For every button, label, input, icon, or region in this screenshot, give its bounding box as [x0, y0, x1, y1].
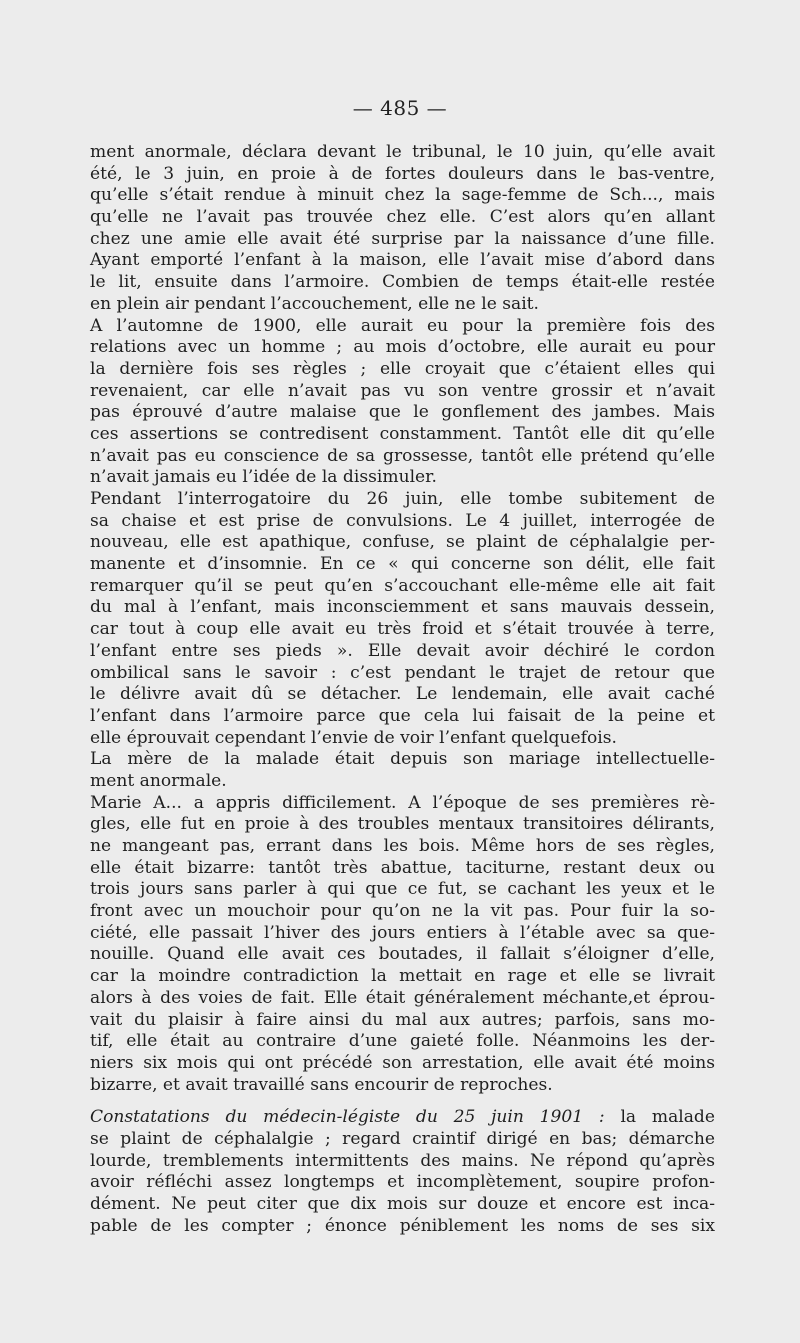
text-line: l’enfant entre ses pieds ». Elle devait avoir déchiré le cordon — [90, 640, 715, 661]
text-line — [90, 1107, 715, 1129]
text-line: revenaient, car elle n’avait pas vu son ventre grossir et n’avait — [90, 380, 715, 401]
text-line: alors à des voies de fait. Elle était généralement méchante,et éprou- — [90, 987, 715, 1008]
text-line: manente et d’insomnie. En ce « qui concerne son délit, elle fait — [90, 554, 715, 575]
paragraph-2 — [90, 316, 715, 490]
paragraph-4 — [90, 749, 715, 792]
text-line: car la moindre contradiction la mettait en rage et elle se livrait — [90, 966, 715, 987]
text-line: nouveau, elle est apathique, confuse, se plaint de céphalalgie per- — [90, 532, 715, 553]
text-line: A l’automne de 1900, elle aurait eu pour la première fois des — [90, 315, 715, 336]
text-line: elle éprouvait cependant l’envie de voir l’enfant quelquefois. — [90, 727, 617, 748]
text-line: avoir réfléchi assez longtemps et incomplètement, soupire profon- — [90, 1172, 715, 1193]
text-line: gles, elle fut en proie à des troubles mentaux transitoires délirants, — [90, 814, 715, 835]
text-line: Marie A... a appris difficilement. A l’époque de ses premières rè- — [90, 792, 715, 813]
text-line: ciété, elle passait l’hiver des jours entiers à l’étable avec sa que- — [90, 922, 715, 943]
paragraph-5 — [90, 793, 715, 1097]
page-number: — 485 — — [352, 96, 448, 120]
text-line: le délivre avait dû se détacher. Le lendemain, elle avait caché — [90, 684, 715, 705]
text-line: la dernière fois ses règles ; elle croyait que c’étaient elles qui — [90, 358, 715, 379]
text-line: se plaint de céphalalgie ; regard craintif dirigé en bas; démarche — [90, 1128, 715, 1149]
text-line: La mère de la malade était depuis son mariage intellectuelle- — [90, 749, 715, 770]
text-line: qu’elle ne l’avait pas trouvée chez elle. C’est alors qu’en allant — [90, 207, 715, 228]
text-line: dément. Ne peut citer que dix mois sur douze et encore est inca- — [90, 1194, 715, 1214]
text-line: vait du plaisir à faire ainsi du mal aux autres; parfois, sans mo- — [90, 1009, 715, 1030]
text-line: trois jours sans parler à qui que ce fut, se cachant les yeux et le — [90, 879, 715, 900]
text-line: chez une amie elle avait été surprise par la naissance d’une fille. — [90, 228, 715, 249]
paragraph-gap — [90, 1096, 715, 1107]
text-line: Pendant l’interrogatoire du 26 juin, elle tombe subitement de — [90, 489, 715, 509]
text-line: l’enfant dans l’armoire parce que cela lui faisait de la peine et — [90, 705, 715, 726]
text-line: qu’elle s’était rendue à minuit chez la sage-femme de Sch..., mais — [90, 185, 715, 206]
text-line: Ayant emporté l’enfant à la maison, elle l’avait mise d’abord dans — [90, 250, 715, 271]
paragraph-3 — [90, 489, 715, 749]
text-line: pable de les compter ; énonce péniblement les noms de ses six — [90, 1215, 715, 1236]
text-line: ne mangeant pas, errant dans les bois. Même hors de ses règles, — [90, 836, 715, 856]
text-line: remarquer qu’il se peut qu’en s’accouchant elle-même elle ait fait — [90, 575, 715, 596]
paragraph-1 — [90, 142, 715, 316]
text-line: elle était bizarre: tantôt très abattue, taciturne, restant deux ou — [90, 857, 715, 878]
text-line: front avec un mouchoir pour qu’on ne la vit pas. Pour fuir la so- — [90, 901, 715, 922]
text-line: en plein air pendant l’accouchement, elle ne le sait. — [90, 293, 539, 314]
text-line: relations avec un homme ; au mois d’octobre, elle aurait eu pour — [90, 337, 715, 358]
text-line: n’avait jamais eu l’idée de la dissimuler. — [90, 467, 437, 488]
text-line: n’avait pas eu conscience de sa grossesse, tantôt elle prétend qu’elle — [90, 445, 715, 466]
text-line: bizarre, et avait travaillé sans encourir de reproches. — [90, 1074, 553, 1095]
text-line: du mal à l’enfant, mais inconsciemment et sans mauvais dessein, — [90, 597, 715, 618]
text-line: pas éprouvé d’autre malaise que le gonflement des jambes. Mais — [90, 402, 715, 423]
paragraph-6 — [90, 1107, 715, 1237]
italic-heading: Constatations du médecin-légiste du 25 juin 1901 : — [90, 1107, 605, 1128]
heading-continuation: la malade — [620, 1107, 715, 1128]
text-line: le lit, ensuite dans l’armoire. Combien de temps était-elle restée — [90, 272, 715, 293]
text-line: ombilical sans le savoir : c’est pendant le trajet de retour que — [90, 662, 715, 683]
text-line: sa chaise et est prise de convulsions. Le 4 juillet, interrogée de — [90, 510, 715, 531]
text-line: ment anormale. — [90, 770, 227, 791]
text-line: niers six mois qui ont précédé son arrestation, elle avait été moins — [90, 1052, 715, 1073]
text-line: lourde, tremblements intermittents des mains. Ne répond qu’après — [90, 1150, 715, 1171]
text-line: car tout à coup elle avait eu très froid et s’était trouvée à terre, — [90, 619, 715, 640]
body-text — [90, 142, 715, 1237]
text-line: été, le 3 juin, en proie à de fortes douleurs dans le bas-ventre, — [90, 163, 715, 184]
text-line: nouille. Quand elle avait ces boutades, il fallait s’éloigner d’elle, — [90, 944, 715, 965]
text-line: ces assertions se contredisent constamment. Tantôt elle dit qu’elle — [90, 423, 715, 444]
text-line: tif, elle était au contraire d’une gaieté folle. Néanmoins les der- — [90, 1031, 715, 1052]
text-line: ment anormale, déclara devant le tribunal, le 10 juin, qu’elle avait — [90, 142, 715, 162]
